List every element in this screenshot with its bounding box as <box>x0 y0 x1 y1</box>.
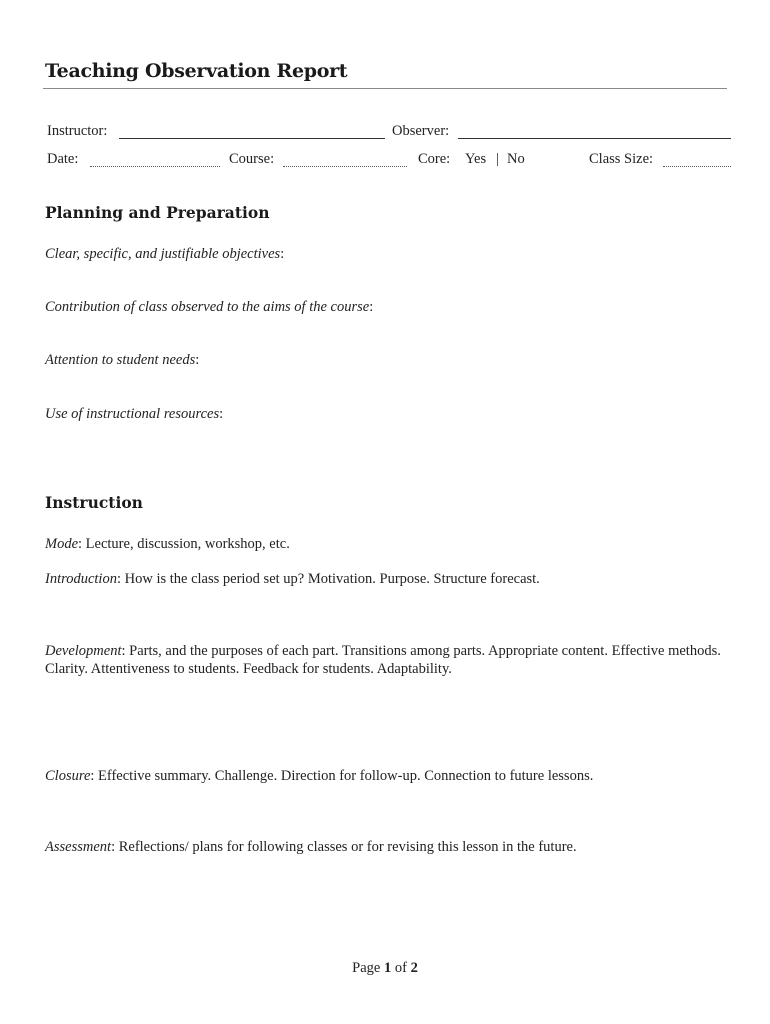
planning-item-student-needs: Attention to student needs: <box>45 352 200 368</box>
instruction-item-assessment: Assessment: Reflections/ plans for following classes or for revising this lesson in the future. <box>45 839 577 855</box>
planning-item-contribution: Contribution of class observed to the aims of the course: <box>45 299 374 315</box>
planning-item-resources: Use of instructional resources: <box>45 406 224 422</box>
observer-label: Observer: <box>392 123 450 139</box>
planning-item-label: Contribution of class observed to the aims of the course <box>45 299 370 315</box>
instruction-item-label: Development <box>45 643 122 659</box>
instruction-item-introduction: Introduction: How is the class period set up? Motivation. Purpose. Structure forecast. <box>45 571 540 587</box>
course-field[interactable] <box>283 166 407 167</box>
instruction-item-closure: Closure: Effective summary. Challenge. Direction for follow-up. Connection to future lessons. <box>45 768 594 784</box>
course-label: Course: <box>229 151 275 167</box>
page-number: Page 1 of 2 <box>352 960 418 976</box>
instruction-item-label: Mode <box>45 536 79 552</box>
planning-item-label: Clear, specific, and justifiable objectives <box>45 246 281 262</box>
core-no-option[interactable]: No <box>507 151 525 167</box>
page-title: Teaching Observation Report <box>45 60 348 82</box>
core-label: Core: <box>418 151 451 167</box>
instruction-item-mode: Mode: Lecture, discussion, workshop, etc. <box>45 536 290 552</box>
core-yes-option[interactable]: Yes <box>465 151 487 167</box>
instruction-item-label: Assessment <box>45 839 112 855</box>
core-separator: | <box>496 151 499 167</box>
planning-heading: Planning and Preparation <box>45 203 270 222</box>
planning-item-label: Attention to student needs <box>45 352 196 368</box>
class-size-label: Class Size: <box>589 151 654 167</box>
instruction-item-label: Closure <box>45 768 91 784</box>
instruction-item-development: Development: Parts, and the purposes of each part. Transitions among parts. Appropriate content. Effective methods. Clarity. Attentiveness to students. Feedback for students. Adaptability. <box>45 643 721 677</box>
planning-item-label: Use of instructional resources <box>45 406 220 422</box>
date-label: Date: <box>47 151 79 167</box>
instruction-heading: Instruction <box>45 493 143 512</box>
planning-item-objectives: Clear, specific, and justifiable objectives: <box>45 246 285 262</box>
class-size-field[interactable] <box>663 166 731 167</box>
title-underline <box>43 88 727 89</box>
instruction-item-label: Introduction <box>45 571 117 587</box>
date-field[interactable] <box>90 166 220 167</box>
observer-field[interactable] <box>458 138 731 139</box>
instructor-field[interactable] <box>119 138 385 139</box>
instructor-label: Instructor: <box>47 123 108 139</box>
